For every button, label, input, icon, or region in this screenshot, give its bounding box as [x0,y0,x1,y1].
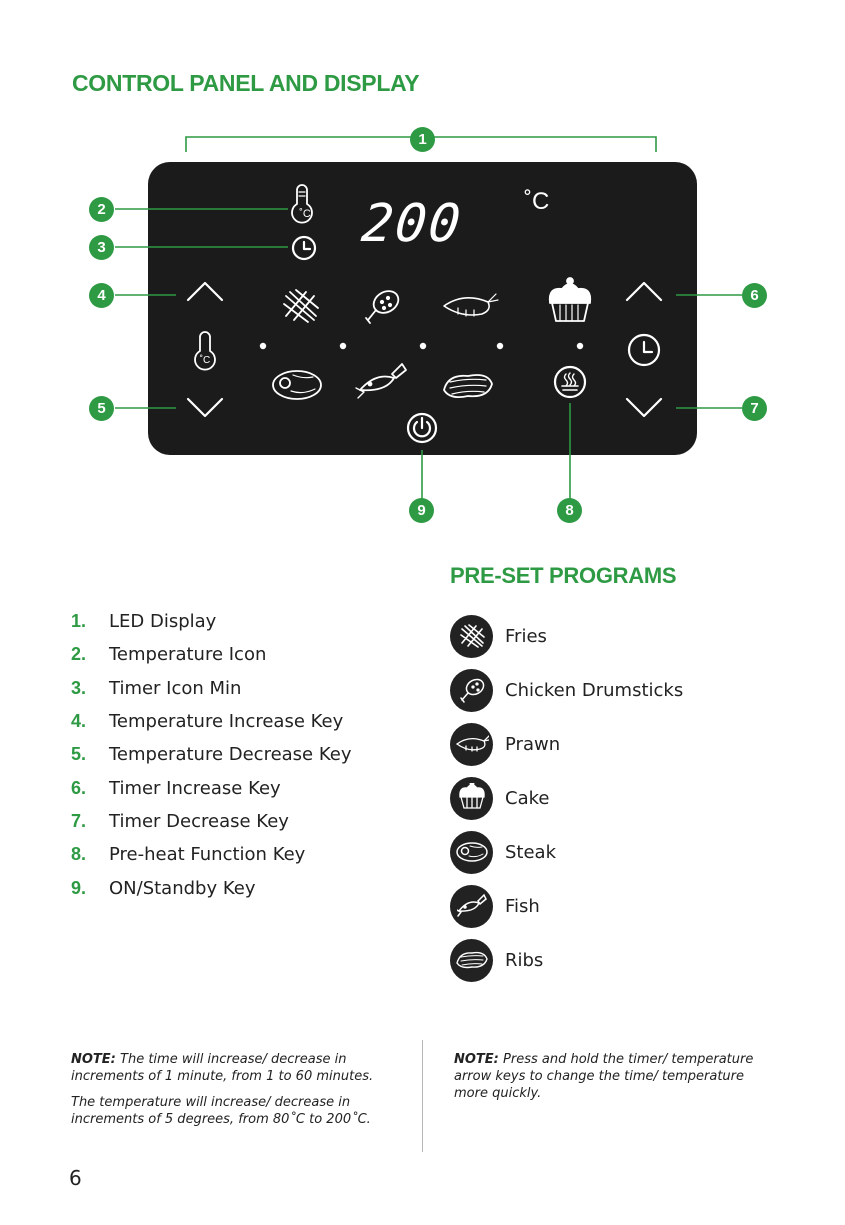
drumstick-icon [366,287,402,323]
notes-left [71,1051,401,1128]
note-text: The temperature will increase/ decrease in increments of 5 degrees, from 80˚C to 200˚C. [71,1095,371,1127]
steak-icon [273,371,321,399]
list-label: LED Display [109,611,217,633]
preheat-icon [555,367,585,397]
list-label: Pre-heat Function Key [109,844,306,866]
ribs-icon [444,375,492,397]
fries-icon [450,615,493,658]
fries-icon [284,290,318,322]
fish-icon [450,885,493,928]
note [454,1051,754,1102]
control-panel-diagram [0,110,845,530]
diagram-drawing [0,110,845,530]
program-label: Ribs [505,949,544,971]
notes-right [454,1051,754,1102]
fish-icon [356,364,406,398]
list-number: 7. [71,810,87,831]
list-number: 8. [71,844,87,865]
callout-3: 3 [89,235,114,260]
led-display: 200 [358,194,466,254]
page-title: CONTROL PANEL AND DISPLAY [72,70,420,96]
note-text: The time will increase/ decrease in increments of 1 minute, from 1 to 60 minutes. [71,1052,374,1084]
list-item [450,717,683,771]
callout-1: 1 [410,127,435,152]
list-item [450,609,683,663]
list-item [71,672,352,705]
power-icon [408,414,436,442]
list-label: Timer Increase Key [109,777,281,799]
timer-icon [293,237,315,259]
list-item [71,705,352,738]
list-item [71,738,352,771]
feature-list [71,605,352,905]
program-label: Steak [505,841,557,863]
drumstick-icon [450,669,493,712]
indicator-dot [420,343,426,349]
thermometer-icon-left [195,332,215,370]
callout-7: 7 [742,396,767,421]
list-number: 6. [71,777,87,798]
callout-5: 5 [89,396,114,421]
callout-6: 6 [742,283,767,308]
timer-down-chevron [627,399,661,416]
cake-icon [550,278,591,321]
temp-up-chevron [188,283,222,300]
list-item [71,838,352,871]
program-label: Cake [505,787,550,809]
list-item [450,825,683,879]
note [71,1094,401,1128]
indicator-dot [497,343,503,349]
callout-9: 9 [409,498,434,523]
svg-text:˚C: ˚C [199,355,211,366]
list-number: 5. [71,744,87,765]
prawn-icon [444,294,498,316]
list-number: 2. [71,644,87,665]
program-label: Prawn [505,733,561,755]
list-item [450,933,683,987]
list-item [71,771,352,804]
list-label: Temperature Increase Key [109,711,344,733]
note-label: NOTE: [454,1052,499,1067]
program-label: Fries [505,625,547,647]
timer-up-chevron [627,283,661,300]
list-number: 9. [71,877,87,898]
note [71,1051,401,1085]
svg-text:˚C: ˚C [299,208,311,220]
page-number: 6 [69,1166,82,1190]
list-number: 3. [71,677,87,698]
list-item [71,805,352,838]
divider [422,1040,423,1152]
program-list [450,609,683,987]
list-item [450,879,683,933]
list-item [71,605,352,638]
list-number: 1. [71,611,87,632]
list-label: Temperature Decrease Key [109,744,352,766]
timer-icon-right [629,335,659,365]
indicator-dot [260,343,266,349]
list-item [450,663,683,717]
prawn-icon [450,723,493,766]
list-label: Timer Decrease Key [109,810,289,832]
callout-8: 8 [557,498,582,523]
list-label: Temperature Icon [109,644,267,666]
list-label: ON/Standby Key [109,877,256,899]
callout-4: 4 [89,283,114,308]
temp-down-chevron [188,399,222,416]
temperature-unit: ˚C [524,188,550,215]
callout-2: 2 [89,197,114,222]
list-label: Timer Icon Min [109,677,242,699]
note-label: NOTE: [71,1052,116,1067]
indicator-dot [577,343,583,349]
indicator-dot [340,343,346,349]
program-label: Chicken Drumsticks [505,679,684,701]
list-item [450,771,683,825]
steak-icon [450,831,493,874]
thermometer-icon [292,185,312,223]
list-item [71,871,352,904]
ribs-icon [450,939,493,982]
list-number: 4. [71,711,87,732]
list-item [71,638,352,671]
cake-icon [450,777,493,820]
program-label: Fish [505,895,540,917]
programs-heading: PRE-SET PROGRAMS [450,563,677,588]
note-text: Press and hold the timer/ temperature arrow keys to change the time/ temperature more quickly. [454,1052,754,1101]
